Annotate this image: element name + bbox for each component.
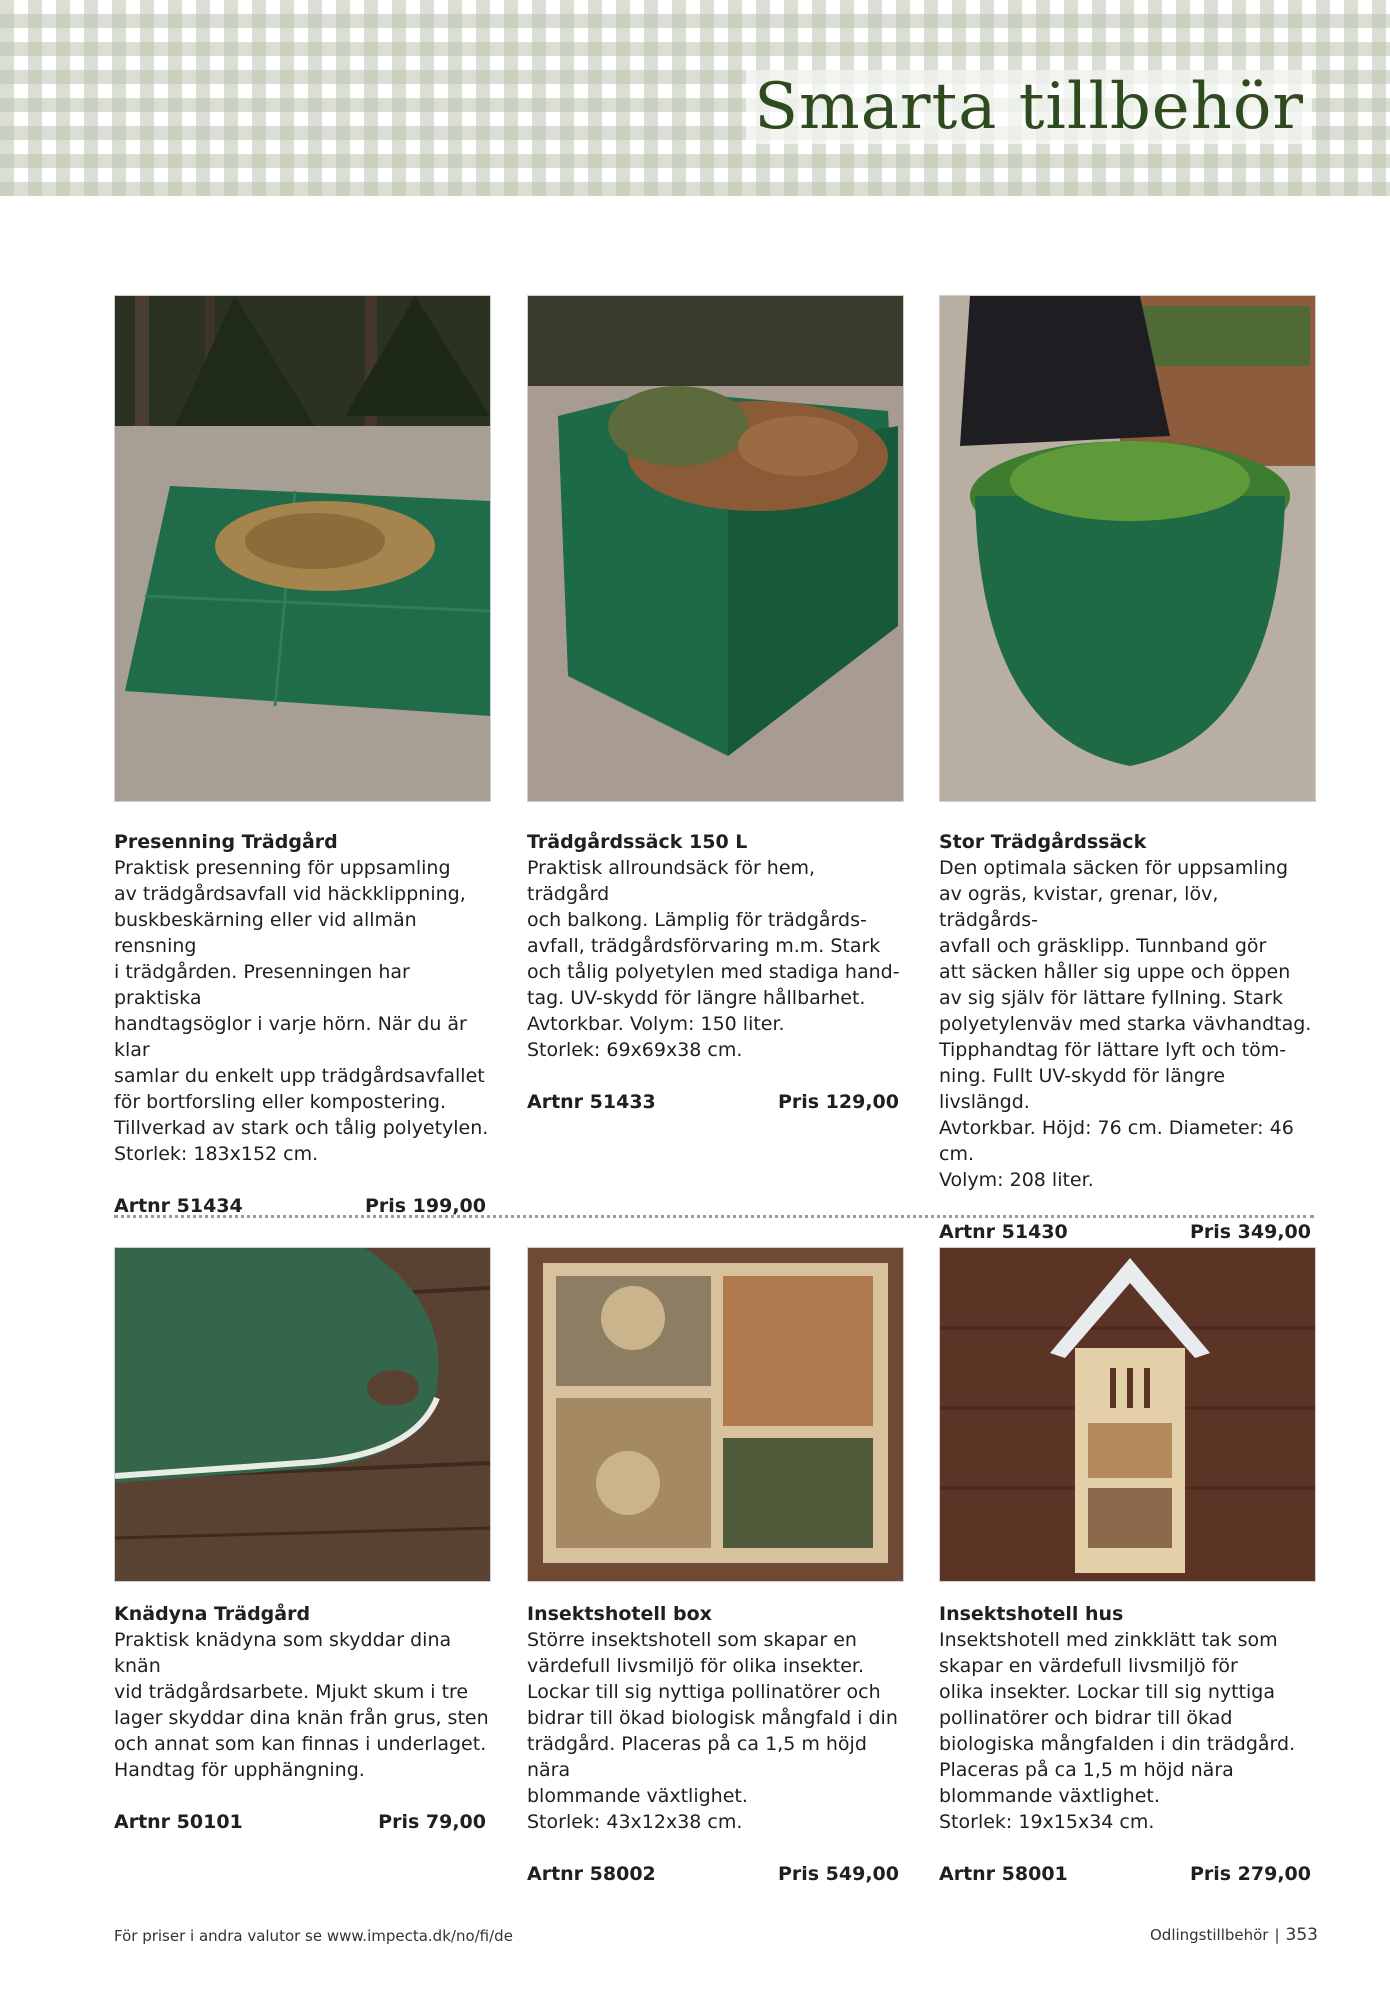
product-price: Pris 349,00	[1189, 1221, 1311, 1243]
page-number: 353	[1285, 1925, 1318, 1945]
product-card	[114, 829, 490, 1219]
product-card	[939, 829, 1315, 1245]
dotted-divider	[114, 1215, 1314, 1218]
product-description: Den optimala säcken för uppsamling av ogräs, kvistar, grenar, löv, trädgårds- avfall och gräsklipp. Tunnband gör att säcken håller sig uppe och öppen av sig själv för lättare fyllning. Stark polyetylenväv med starka vävhandtag. Tipphandtag för lättare lyft och töm- ning. Fullt UV-skydd för längre livslängd. Avtorkbar. Höjd: 76 cm. Diameter: 46 cm. Volym: 208 liter.	[939, 857, 1312, 1191]
product-price: Pris 279,00	[1189, 1863, 1311, 1885]
product-name: Knädyna Trädgård	[114, 1603, 311, 1625]
product-description: Större insektshotell som skapar en värdefull livsmiljö för olika insekter. Lockar till sig nyttiga pollinatörer och bidrar till ökad biologisk mångfald i din trädgård. Placeras på ca 1,5 m höjd nära blommande växtlighet. Storlek: 43x12x38 cm.	[527, 1629, 898, 1833]
article-number: Artnr 58001	[939, 1863, 1068, 1885]
article-number: Artnr 50101	[114, 1811, 243, 1833]
footer-page-info	[1150, 1925, 1318, 1945]
product-price: Pris 79,00	[378, 1811, 486, 1833]
page-title: Smarta tillbehör	[746, 70, 1312, 144]
footer-separator: |	[1274, 1926, 1280, 1944]
product-name: Insektshotell box	[527, 1603, 712, 1625]
product-description: Insektshotell med zinkklätt tak som skapar en värdefull livsmiljö för olika insekter. Lockar till sig nyttiga pollinatörer och bidrar till ökad biologiska mångfalden i din trädgård. Placeras på ca 1,5 m höjd nära blommande växtlighet. Storlek: 19x15x34 cm.	[939, 1629, 1296, 1833]
price-row	[527, 1089, 903, 1115]
product-card	[527, 1601, 903, 1887]
price-row	[939, 1219, 1315, 1245]
product-image-round-sack	[939, 295, 1316, 802]
product-description: Praktisk presenning för uppsamling av trädgårdsavfall vid häckklippning, buskbeskärning eller vid allmän rensning i trädgården. Presenningen har praktiska handtagsöglor i varje hörn. När du är klar samlar du enkelt upp trädgårdsavfallet för bortforsling eller kompostering. Tillverkad av stark och tålig polyetylen. Storlek: 183x152 cm.	[114, 857, 489, 1165]
footer-currency-note: För priser i andra valutor se www.impecta.dk/no/fi/de	[114, 1927, 513, 1945]
product-name: Trädgårdssäck 150 L	[527, 831, 748, 853]
product-image-kneeling-pad	[114, 1247, 491, 1582]
product-image-insect-house	[939, 1247, 1316, 1582]
article-number: Artnr 51434	[114, 1195, 243, 1217]
product-price: Pris 199,00	[364, 1195, 486, 1217]
product-image-tarp	[114, 295, 491, 802]
price-row	[114, 1809, 490, 1835]
product-description: Praktisk allroundsäck för hem, trädgård och balkong. Lämplig för trädgårds- avfall, trädgårdsförvaring m.m. Stark och tålig polyetylen med stadiga hand- tag. UV-skydd för längre hållbarhet. Avtorkbar. Volym: 150 liter. Storlek: 69x69x38 cm.	[527, 857, 900, 1061]
product-card	[939, 1601, 1315, 1887]
product-image-square-bag	[527, 295, 904, 802]
product-image-insect-box	[527, 1247, 904, 1582]
product-card	[527, 829, 903, 1115]
price-row	[939, 1861, 1315, 1887]
price-row	[527, 1861, 903, 1887]
product-name: Stor Trädgårdssäck	[939, 831, 1147, 853]
article-number: Artnr 51430	[939, 1221, 1068, 1243]
footer-section: Odlingstillbehör	[1149, 1926, 1269, 1944]
product-price: Pris 549,00	[777, 1863, 899, 1885]
product-description: Praktisk knädyna som skyddar dina knän vid trädgårdsarbete. Mjukt skum i tre lager skyddar dina knän från grus, sten och annat som kan finnas i underlaget. Handtag för upphängning.	[114, 1629, 489, 1781]
product-name: Presenning Trädgård	[114, 831, 338, 853]
product-price: Pris 129,00	[777, 1091, 899, 1113]
product-name: Insektshotell hus	[939, 1603, 1124, 1625]
article-number: Artnr 51433	[527, 1091, 656, 1113]
article-number: Artnr 58002	[527, 1863, 656, 1885]
product-card	[114, 1601, 490, 1835]
